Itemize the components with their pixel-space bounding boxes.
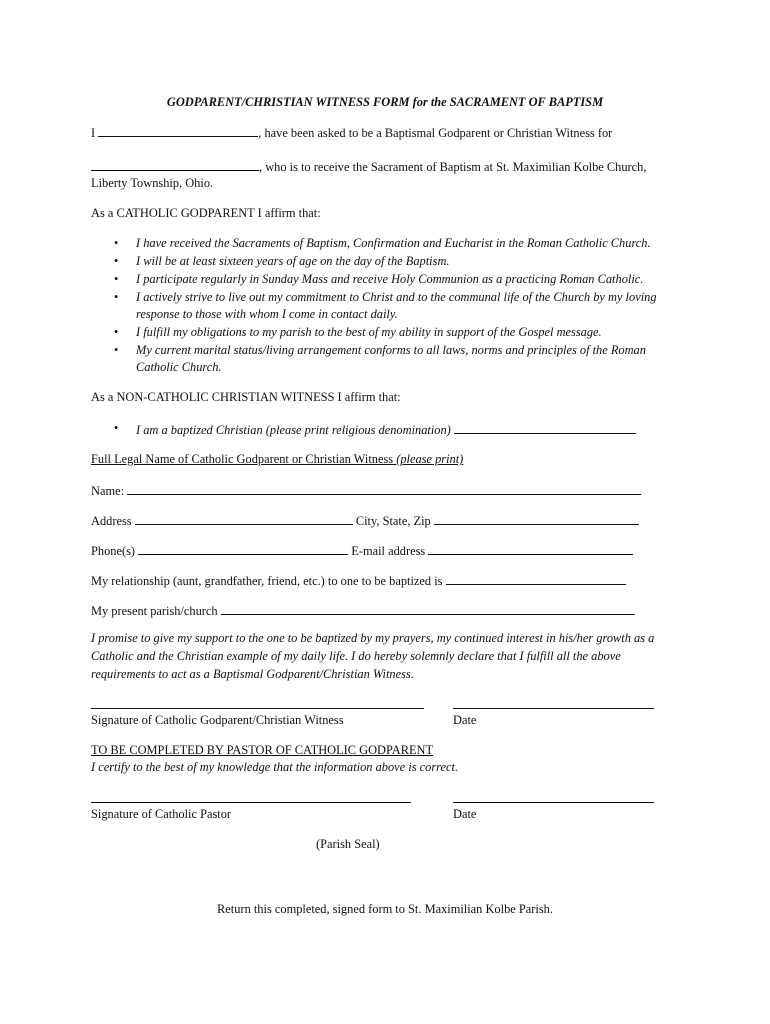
city-label: City, State, Zip <box>355 514 431 528</box>
noncatholic-heading: As a NON-CATHOLIC CHRISTIAN WITNESS I affirm that: <box>91 390 401 404</box>
noncatholic-item <box>136 421 636 438</box>
godparent-signature-line[interactable] <box>91 708 424 709</box>
name-label: Name: <box>91 484 125 498</box>
noncatholic-item-text: I am a baptized Christian (please print religious denomination) <box>136 423 451 437</box>
intro-line-3: Liberty Township, Ohio. <box>91 176 214 190</box>
fields-section-heading <box>91 452 463 467</box>
pastor-date-line[interactable] <box>453 802 654 803</box>
address-row <box>91 512 639 529</box>
relationship-field[interactable] <box>446 572 626 585</box>
intro-line-1 <box>91 124 612 141</box>
relationship-row <box>91 572 626 589</box>
parish-seal-label: (Parish Seal) <box>316 837 380 851</box>
catholic-heading: As a CATHOLIC GODPARENT I affirm that: <box>91 206 321 220</box>
intro-line2-suffix: , who is to receive the Sacrament of Baptism at St. Maximilian Kolbe Church, <box>259 160 647 174</box>
address-label: Address <box>91 514 132 528</box>
fields-heading-text: Full Legal Name of Catholic Godparent or Christian Witness <box>91 452 394 466</box>
godparent-date-label: Date <box>453 713 477 727</box>
bullet-icon: • <box>114 343 119 357</box>
pastor-signature-line[interactable] <box>91 802 411 803</box>
bullet-icon: • <box>114 421 119 435</box>
promise-line-1: I promise to give my support to the one to be baptized by my prayers, my continued interest in his/her growth as a <box>91 631 655 645</box>
catholic-item-1: I have received the Sacraments of Baptism, Confirmation and Eucharist in the Roman Catholic Church. <box>136 236 651 250</box>
phone-field[interactable] <box>138 542 348 555</box>
email-label: E-mail address <box>351 544 426 558</box>
return-instruction: Return this completed, signed form to St. Maximilian Kolbe Parish. <box>217 902 553 916</box>
catholic-item-2: I will be at least sixteen years of age on the day of the Baptism. <box>136 254 450 268</box>
baptism-candidate-blank[interactable] <box>91 158 259 171</box>
pastor-heading: TO BE COMPLETED BY PASTOR OF CATHOLIC GODPARENT <box>91 743 434 757</box>
catholic-item-5: I fulfill my obligations to my parish to the best of my ability in support of the Gospel message. <box>136 325 602 339</box>
catholic-item-4-cont: response to those with whom I come in contact daily. <box>136 307 398 321</box>
godparent-name-blank[interactable] <box>98 124 258 137</box>
godparent-date-line[interactable] <box>453 708 654 709</box>
address-field[interactable] <box>135 512 353 525</box>
promise-line-2: Catholic and the Christian example of my daily life. I do hereby solemnly declare that I fulfill all the above <box>91 649 621 663</box>
parish-label: My present parish/church <box>91 604 218 618</box>
pastor-date-label: Date <box>453 807 477 821</box>
form-title: GODPARENT/CHRISTIAN WITNESS FORM for the SACRAMENT OF BAPTISM <box>166 95 604 109</box>
catholic-item-4: I actively strive to live out my commitment to Christ and to the communal life of the Church by my loving <box>136 290 657 304</box>
phone-label: Phone(s) <box>91 544 136 558</box>
name-field[interactable] <box>127 482 641 495</box>
pastor-signature-label: Signature of Catholic Pastor <box>91 807 232 821</box>
intro-line-2 <box>91 158 646 175</box>
catholic-item-3: I participate regularly in Sunday Mass and receive Holy Communion as a practicing Roman Catholic. <box>136 272 644 286</box>
parish-field[interactable] <box>221 602 635 615</box>
bullet-icon: • <box>114 325 119 339</box>
bullet-icon: • <box>114 236 119 250</box>
godparent-signature-label: Signature of Catholic Godparent/Christian Witness <box>91 713 344 727</box>
fields-heading-note: (please print) <box>396 452 464 466</box>
catholic-item-6: My current marital status/living arrangement conforms to all laws, norms and principles of the Roman <box>136 343 646 357</box>
intro-line1-suffix: , have been asked to be a Baptismal Godparent or Christian Witness for <box>258 126 613 140</box>
denomination-blank[interactable] <box>454 421 636 434</box>
promise-line-3: requirements to act as a Baptismal Godparent/Christian Witness. <box>91 667 414 681</box>
email-field[interactable] <box>428 542 633 555</box>
city-field[interactable] <box>434 512 639 525</box>
pastor-certify: I certify to the best of my knowledge that the information above is correct. <box>91 760 459 774</box>
phone-row <box>91 542 633 559</box>
parish-row <box>91 602 635 619</box>
relationship-label: My relationship (aunt, grandfather, friend, etc.) to one to be baptized is <box>91 574 443 588</box>
catholic-item-6-cont: Catholic Church. <box>136 360 222 374</box>
bullet-icon: • <box>114 272 119 286</box>
name-row <box>91 482 641 499</box>
bullet-icon: • <box>114 290 119 304</box>
intro-prefix: I <box>91 126 96 140</box>
bullet-icon: • <box>114 254 119 268</box>
